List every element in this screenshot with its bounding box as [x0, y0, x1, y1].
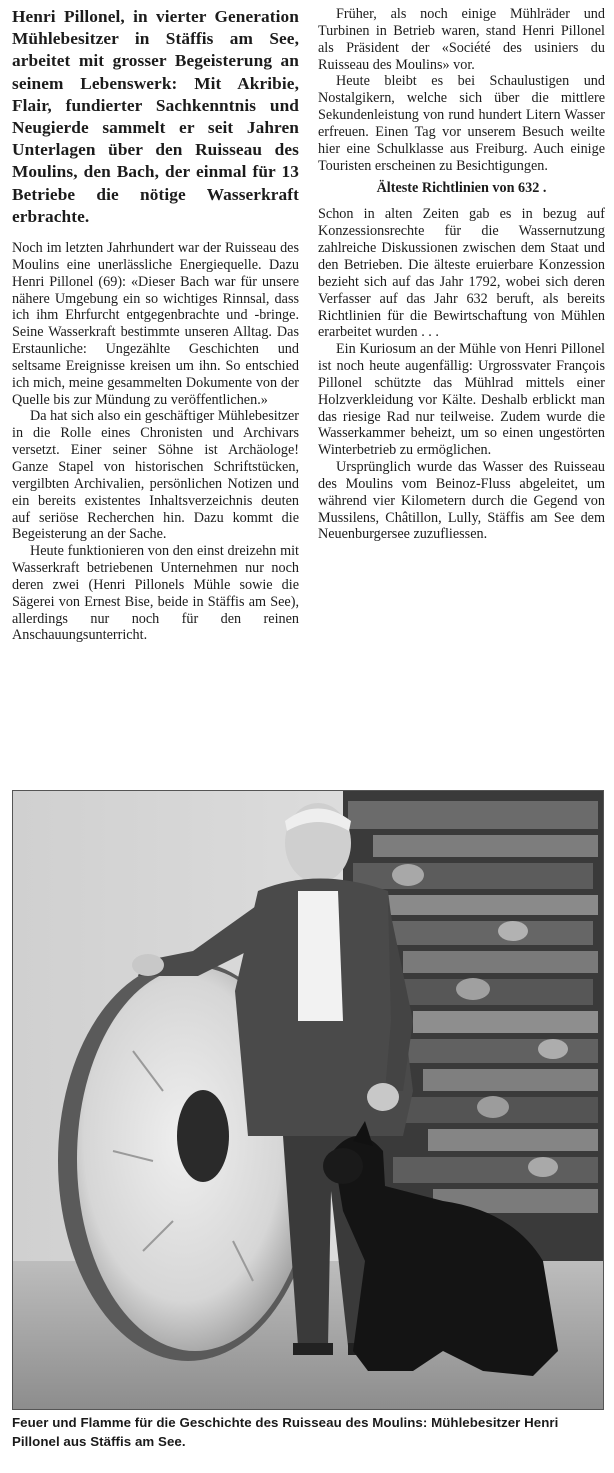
paragraph-visitors: Heute bleibt es bei Schaulustigen und Nostalgikern, welche sich über die mittlere Sekundenleistung von rund hundert Litern Wasser erfreuen. Einen Tag vor unserem Besuch weilte hier eine Schulklasse aus Freiburg. Auch einige Touristen erscheinen zu Besichtigungen. — [318, 73, 605, 174]
photo-illustration — [13, 791, 603, 1409]
paragraph-concessions: Schon in alten Zeiten gab es in bezug auf Konzessionsrechte für die Wassernutzung zahlreiche Diskussionen zwischen dem Staat und den Betrieben. Die älteste eruierbare Konzession bezieht sich auf das Jahr 1792, wobei sich deren Verfasser auf das Jahr 632 beruft, als bereits Richtlinien für die Bewirtschaftung von Mühlen erarbeitet wurden . . . — [318, 206, 605, 341]
article-lede: Henri Pillonel, in vierter Generation Mühlebesitzer in Stäffis am See, arbeitet mit grosser Begeisterung an seinem Lebenswerk: Mit Akribie, Flair, fundierter Sachkenntnis und Neugierde sammelt er seit Jahren Unterlagen über den Ruisseau des Moulins, den Bach, der einmal für 13 Betriebe die nötige Wasserkraft erbrachte. — [12, 7, 299, 226]
photo-caption: Feuer und Flamme für die Geschichte des Ruisseau des Moulins: Mühlebesitzer Henri Pillonel aus Stäffis am See. — [12, 1415, 559, 1449]
paragraph-curiosity: Ein Kuriosum an der Mühle von Henri Pillonel ist noch heute augenfällig: Urgrossvater François Pillonel schützte das Mühlrad mittels einer Holzverkleidung vor Kälte. Deshalb erblickt man das riesige Rad nur teilweise. Zudem wurde die Wasserkammer beheizt, um so einen ungestörten Winterbetrieb zu ermöglichen. — [318, 341, 605, 459]
paragraph-origin: Ursprünglich wurde das Wasser des Ruisseau des Moulins vom Beinoz-Fluss abgeleitet, um während vier Kilometern durch die Gegend von Mussilens, Châtillon, Lully, Stäffis am See dem Neuenburgersee zuzufliessen. — [318, 459, 605, 543]
paragraph-energy-source: Noch im letzten Jahrhundert war der Ruisseau des Moulins eine unerlässliche Energiequelle. Dazu Henri Pillonel (69): «Dieser Bach war für unsere nähere Umgebung ein so wichtiges Rinnsal, dass ich ihm Ehrfurcht entgegenbrachte und -bringe. Seine Wasserkraft bestimmte unseren Alltag. Das Erstaunliche: Ungezählte Geschichten und seltsame Ereignisse kreisen um ihn. So entschied ich mich, meine gesammelten Dokumente von der Quelle bis zur Mündung zu veröffentlichen.» — [12, 240, 299, 408]
article-photo — [12, 790, 604, 1410]
left-column — [12, 6, 299, 644]
paragraph-chronicler: Da hat sich also ein geschäftiger Mühlebesitzer in die Rolle eines Chronisten und Archivars versetzt. Einer seiner Söhne ist Archäologe! Ganze Stapel von historischen Schriftstücken, vergilbten Archivalien, persönlichen Notizen und ein bereits existentes Inhaltsverzeichnis deuten auf seriöse Recherchen hin. Dazu kommt die Begeisterung an der Sache. — [12, 408, 299, 543]
paragraph-remaining-mills: Heute funktionieren von den einst dreizehn mit Wasserkraft betriebenen Unternehmen nur noch deren zwei (Henri Pillonels Mühle sowie die Sägerei von Ernest Bise, beide in Stäffis am See), allerdings nur noch für den reinen Anschauungsunterricht. — [12, 543, 299, 644]
section-subheading: Älteste Richtlinien von 632 . — [376, 180, 547, 197]
paragraph-president: Früher, als noch einige Mühlräder und Turbinen in Betrieb waren, stand Henri Pillonel als Präsident der «Société des usiniers du Ruisseau des Moulins» vor. — [318, 6, 605, 73]
right-column — [318, 6, 605, 543]
